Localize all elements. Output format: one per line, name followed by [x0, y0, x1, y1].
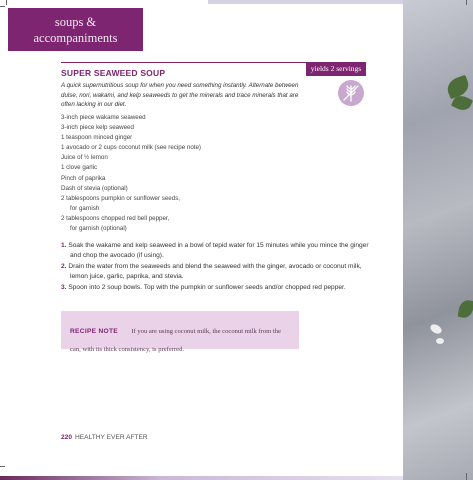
ingredient-item: 1 clove garlic	[61, 164, 98, 172]
crop-mark	[0, 6, 5, 7]
yields-label: yields 2 servings	[306, 62, 366, 76]
ingredient-item: 2 tablespoons chopped red bell pepper,	[61, 214, 170, 222]
ingredient-list	[61, 113, 301, 234]
recipe-note-text: If you are using coconut milk, the coconut milk from the can, with its thick consistency, is preferred.	[70, 328, 281, 353]
crop-mark	[466, 0, 467, 5]
seed	[429, 323, 443, 336]
ingredient-item: Dash of stevia (optional)	[61, 184, 128, 192]
instruction-steps	[61, 241, 371, 293]
crop-mark	[0, 466, 5, 467]
recipe-title: SUPER SEAWEED SOUP	[61, 68, 166, 78]
page-number: 220	[61, 434, 73, 441]
section-title-line1: soups &	[54, 15, 97, 29]
bottom-photo-strip	[0, 476, 403, 480]
step-item	[61, 241, 371, 262]
section-title-line2: accompaniments	[33, 31, 118, 45]
page-footer	[61, 434, 148, 441]
step-number: 2.	[61, 262, 67, 270]
ingredient-item: 1 teaspoon minced ginger	[61, 134, 133, 142]
ingredient-item: Juice of ½ lemon	[61, 154, 108, 162]
ingredient-item: 3-inch piece wakame seaweed	[61, 114, 146, 121]
ingredient-item-continued: for garnish (optional)	[70, 225, 127, 233]
recipe-note-label: RECIPE NOTE	[70, 328, 118, 335]
recipe-intro: A quick supernutritious soup for when you need something instantly. Alternate between dulse, nori, wakami, and kelp seaweeds to get the minerals and trace minerals that are often lacking in our diet.	[61, 82, 299, 109]
book-title: HEALTHY EVER AFTER	[75, 434, 148, 441]
ingredient-item: Pinch of paprika	[61, 174, 106, 182]
crop-mark	[6, 0, 7, 5]
step-number: 3.	[61, 283, 67, 291]
seed	[436, 338, 444, 344]
crop-mark	[466, 473, 467, 480]
step-item	[61, 283, 371, 293]
no-wheat-icon	[338, 80, 364, 106]
ingredient-item: 2 tablespoons pumpkin or sunflower seeds,	[61, 194, 181, 202]
step-text: Drain the water from the seaweeds and blend the seaweed with the ginger, avocado or coconut milk, lemon juice, garlic, paprika, and stevia.	[68, 262, 362, 281]
step-item	[61, 262, 371, 283]
ingredient-item: 3-inch piece kelp seaweed	[61, 124, 134, 132]
top-photo-strip	[208, 0, 403, 4]
food-photo-edge	[403, 0, 473, 480]
step-text: Spoon into 2 soup bowls. Top with the pumpkin or sunflower seeds and/or chopped red pepper.	[68, 283, 346, 291]
step-number: 1.	[61, 242, 67, 249]
recipe-note-box	[61, 311, 299, 353]
herb-leaf	[458, 299, 473, 319]
ingredient-item-continued: for garnish	[70, 204, 100, 212]
step-text: Soak the wakame and kelp seaweed in a bowl of tepid water for 15 minutes while you mince the ginger and chop the avocado (if using).	[68, 242, 369, 260]
ingredient-item: 1 avocado or 2 cups coconut milk (see recipe note)	[61, 144, 201, 152]
section-header	[8, 8, 143, 51]
